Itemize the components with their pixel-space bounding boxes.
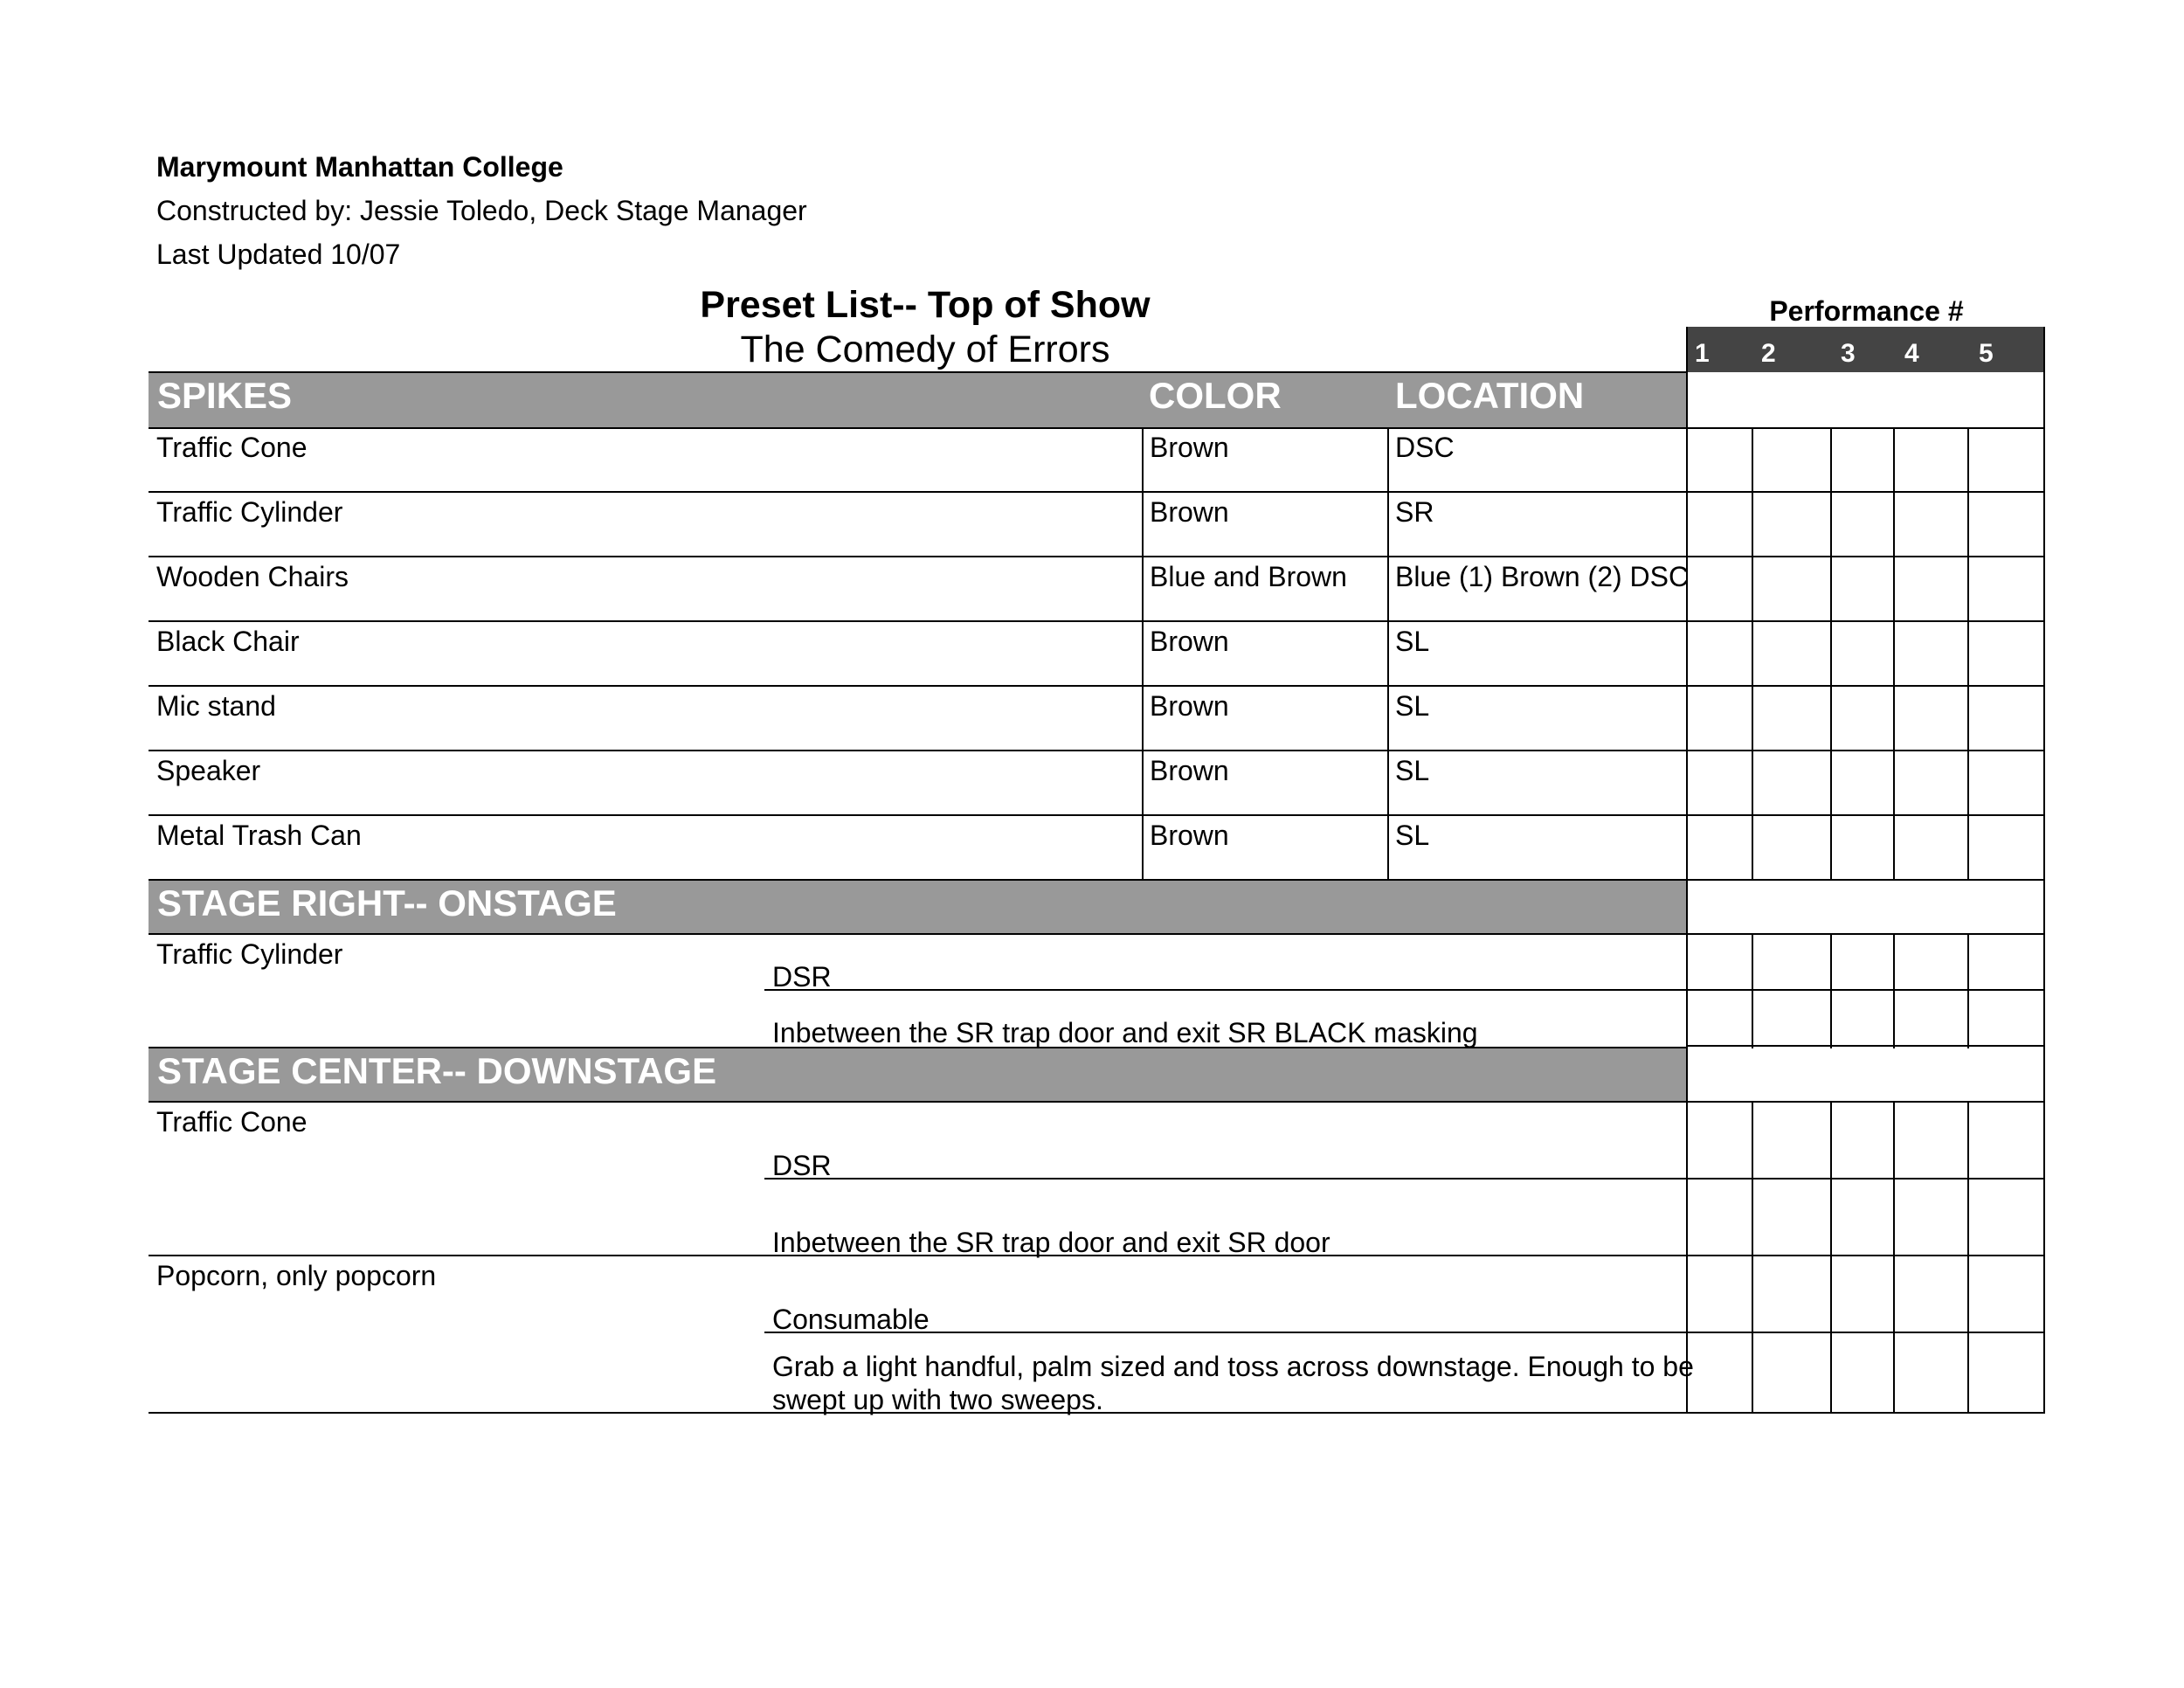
section-spikes (149, 371, 1688, 429)
spike-color: Blue and Brown (1150, 561, 1347, 592)
location-heading: LOCATION (1395, 375, 1585, 416)
performance-number: 3 (1841, 339, 1856, 368)
preset-item: Traffic Cylinder (156, 938, 343, 970)
section-stage-center (149, 1047, 1688, 1103)
preset-item: Popcorn, only popcorn (156, 1260, 437, 1291)
preset-note: swept up with two sweeps. (772, 1384, 1103, 1415)
preset-note: Inbetween the SR trap door and exit SR door (772, 1227, 1330, 1258)
spike-item: Mic stand (156, 690, 276, 722)
preset-note: Grab a light handful, palm sized and toss across downstage. Enough to be (772, 1351, 1694, 1382)
spikes-heading: SPIKES (157, 375, 293, 416)
section-stage-right (149, 879, 1688, 935)
spike-color: Brown (1150, 820, 1229, 851)
color-heading: COLOR (1149, 375, 1282, 416)
spike-item: Black Chair (156, 626, 300, 657)
performance-number: 2 (1761, 339, 1776, 368)
spike-location: SL (1395, 626, 1430, 657)
preset-location: DSR (772, 1150, 832, 1181)
preset-location: Consumable (772, 1304, 930, 1335)
preset-location: DSR (772, 961, 832, 993)
spike-color: Brown (1150, 496, 1229, 528)
show-title: The Comedy of Errors (740, 329, 1110, 370)
spike-location: SL (1395, 820, 1430, 851)
performance-number: 4 (1904, 339, 1919, 368)
last-updated: Last Updated 10/07 (156, 239, 401, 270)
spike-location: DSC (1395, 432, 1455, 463)
spike-item: Traffic Cylinder (156, 496, 343, 528)
spike-color: Brown (1150, 432, 1229, 463)
spike-color: Brown (1150, 755, 1229, 786)
preset-item: Traffic Cone (156, 1106, 308, 1138)
spike-location: SL (1395, 755, 1430, 786)
stage-right-heading: STAGE RIGHT-- ONSTAGE (157, 882, 617, 924)
spike-color: Brown (1150, 690, 1229, 722)
spike-location: SR (1395, 496, 1434, 528)
performance-label: Performance # (1769, 295, 1964, 327)
spike-item: Wooden Chairs (156, 561, 349, 592)
performance-number: 5 (1979, 339, 1994, 368)
spike-location: SL (1395, 690, 1430, 722)
spike-item: Traffic Cone (156, 432, 308, 463)
constructed-by: Constructed by: Jessie Toledo, Deck Stage Manager (156, 195, 807, 226)
page-title: Preset List-- Top of Show (700, 284, 1151, 326)
organization-name: Marymount Manhattan College (156, 151, 563, 183)
performance-number: 1 (1695, 339, 1710, 368)
spike-item: Speaker (156, 755, 261, 786)
spike-item: Metal Trash Can (156, 820, 362, 851)
spike-color: Brown (1150, 626, 1229, 657)
spike-location: Blue (1) Brown (2) DSC (1395, 561, 1690, 592)
preset-note: Inbetween the SR trap door and exit SR BLACK masking (772, 1017, 1478, 1048)
stage-center-heading: STAGE CENTER-- DOWNSTAGE (157, 1050, 717, 1091)
